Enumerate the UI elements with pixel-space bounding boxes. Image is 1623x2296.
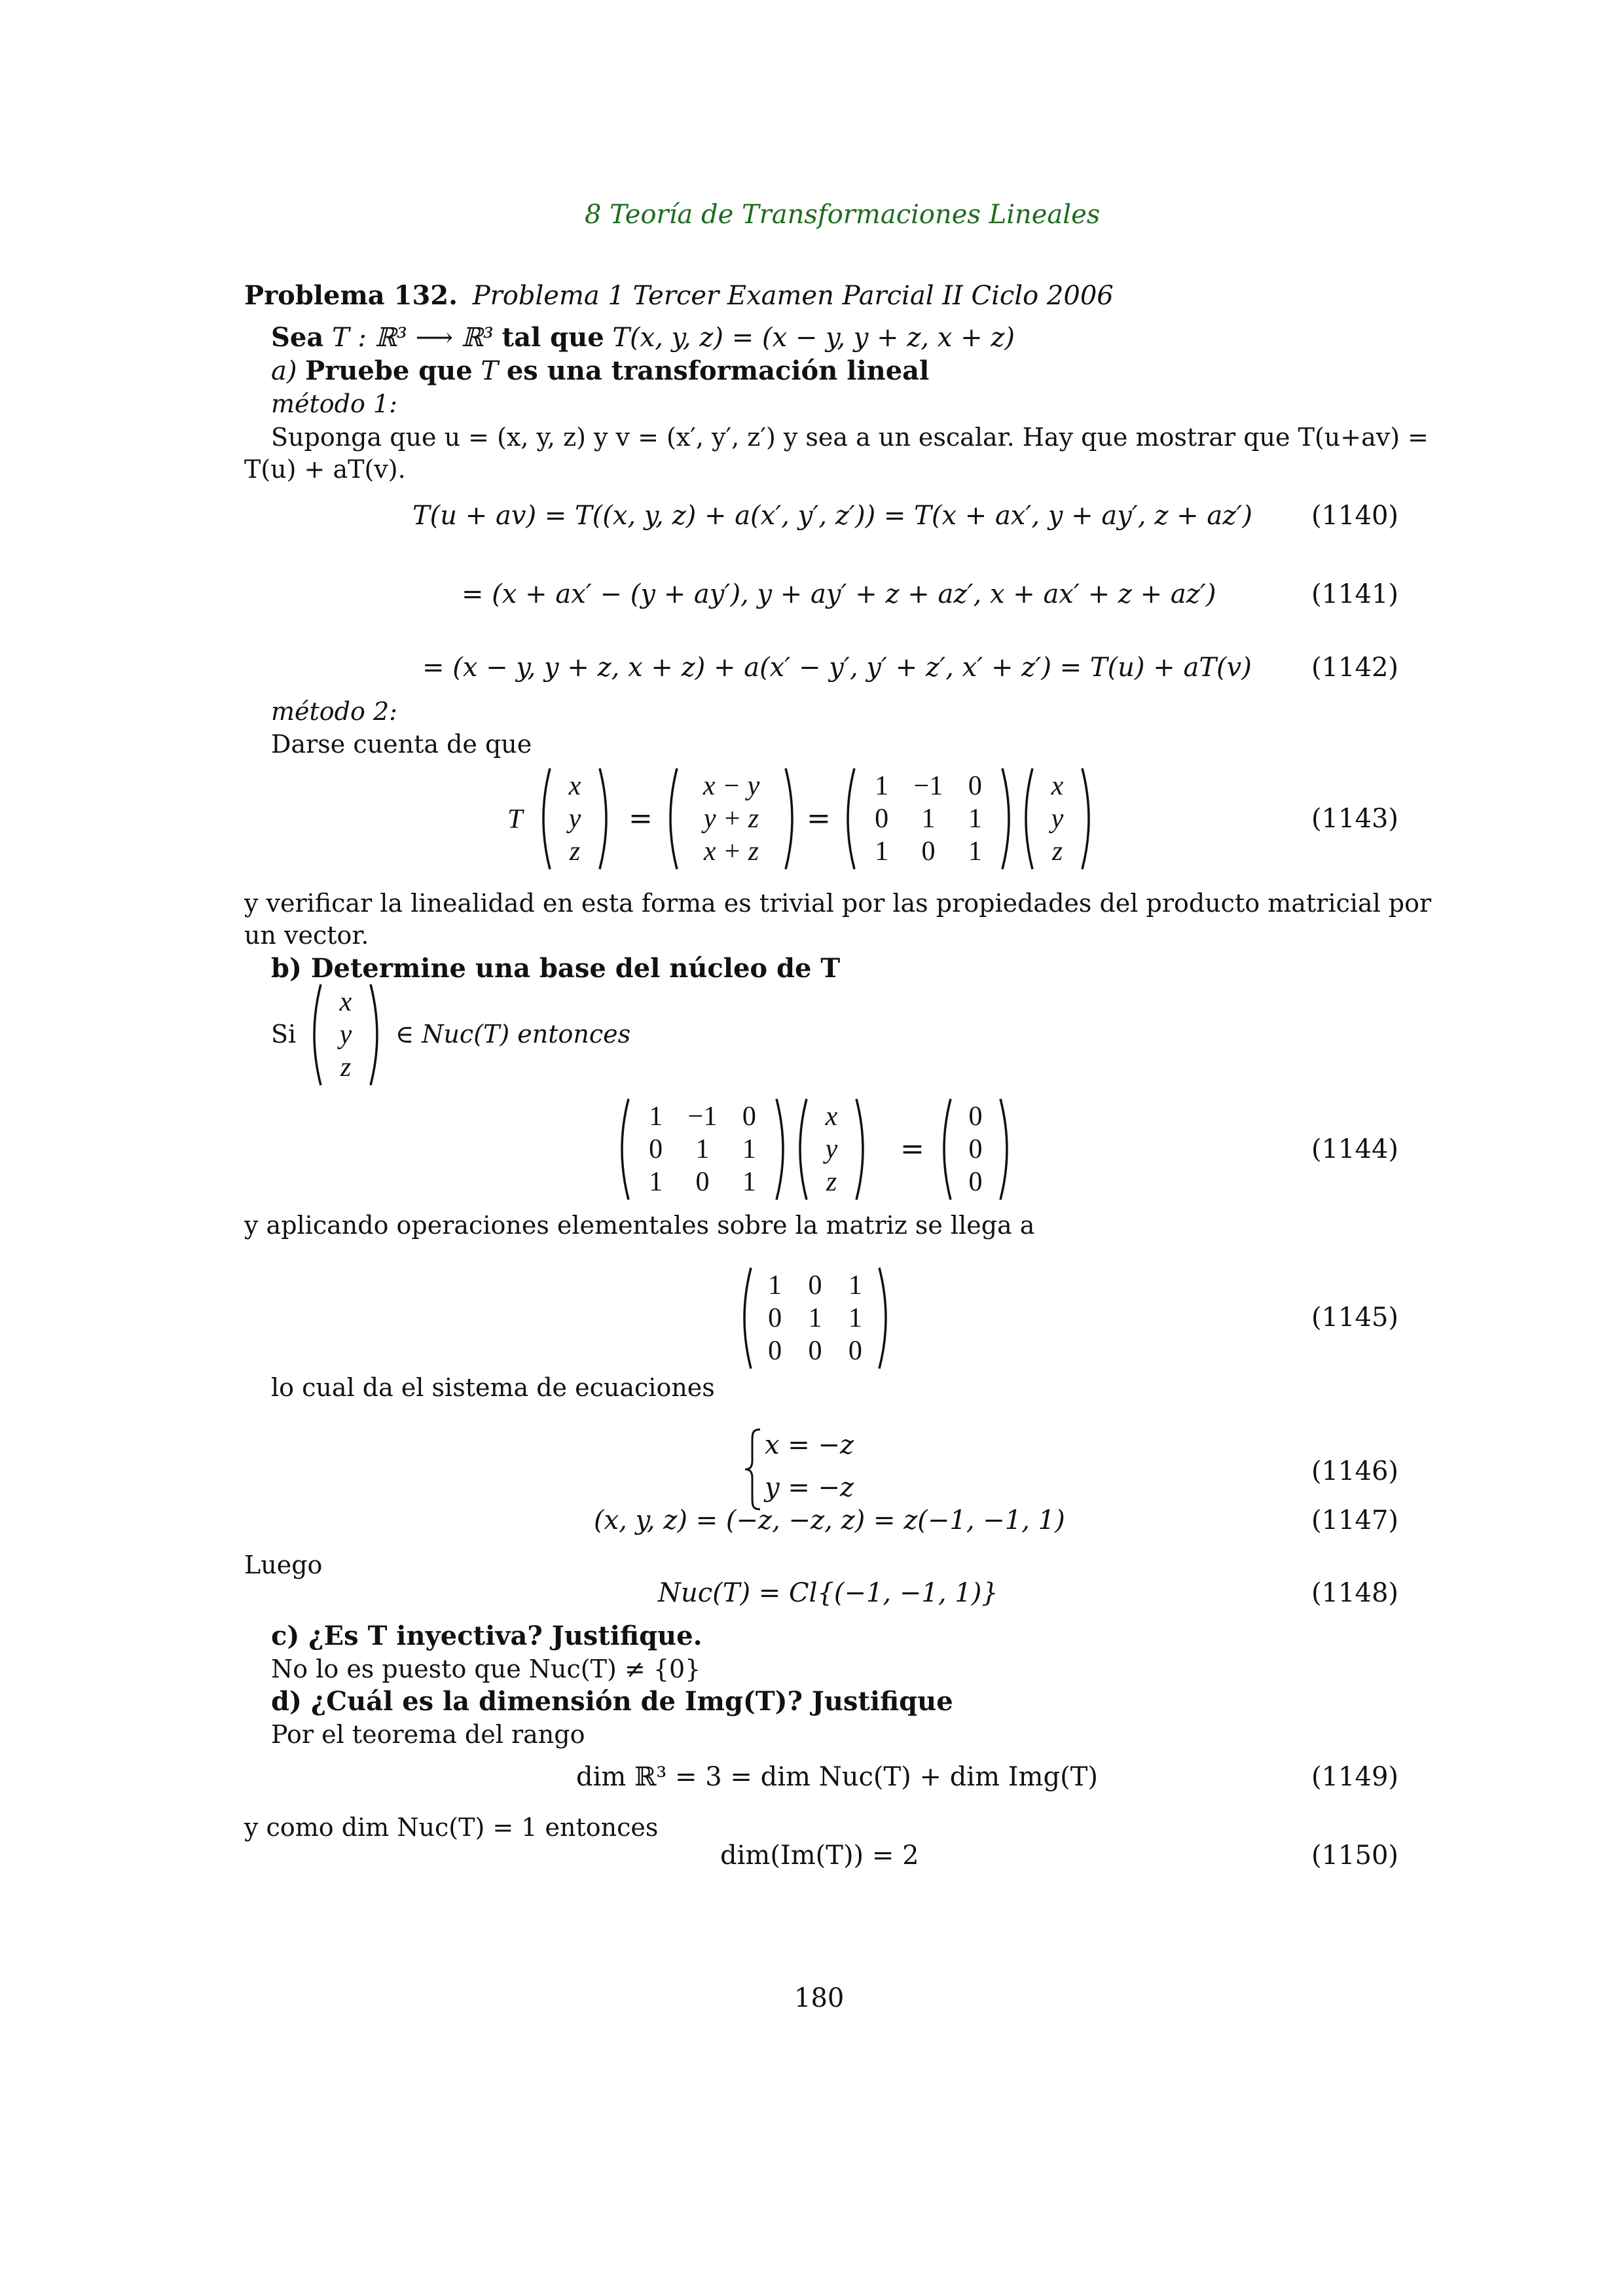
method-1-label: método 1: — [271, 389, 397, 418]
system-eq-2: y = −z — [765, 1473, 854, 1503]
part-a-rest: es una transformación lineal — [506, 355, 930, 386]
eq-number-1145: (1145) — [1311, 1302, 1399, 1333]
in-nuc-text — [395, 1018, 630, 1050]
running-header — [585, 200, 1100, 230]
part-a-title — [271, 355, 929, 387]
matrix-entry: z — [569, 836, 581, 867]
problem-statement — [271, 321, 1015, 354]
map-expression: T : ℝ³ ⟶ ℝ³ — [331, 323, 494, 353]
luego-text: Luego — [244, 1551, 323, 1579]
matrix-entry: 0 — [808, 1336, 822, 1366]
matrix-entry: 0 — [968, 771, 982, 801]
zero-vector-1144 — [936, 1096, 1015, 1202]
matrix-entry: 0 — [695, 1167, 710, 1197]
matrix-entry: 0 — [968, 1134, 983, 1164]
matrix-entry: z — [340, 1052, 352, 1083]
matrix-entry: 0 — [768, 1336, 782, 1366]
matrix-entry: 1 — [742, 1167, 756, 1197]
problem-title: Problema 132. — [244, 280, 458, 311]
chapter-title: Teoría de Transformaciones Lineales — [610, 200, 1101, 230]
system-brace — [743, 1427, 763, 1512]
eq-number-1148: (1148) — [1311, 1578, 1399, 1608]
eq-number-1144: (1144) — [1311, 1134, 1399, 1164]
vector-xyz-si — [306, 982, 385, 1088]
por-text: Por el teorema del rango — [271, 1720, 585, 1749]
matrix-entry: 1 — [768, 1270, 782, 1300]
in-nuc-expression: ∈ Nuc(T) entonces — [395, 1020, 631, 1049]
vector-xyz-1143 — [536, 766, 614, 872]
matrix-entry: 0 — [808, 1270, 822, 1300]
matrix-entry: y — [1051, 804, 1064, 834]
verify-line2: un vector. — [244, 921, 369, 950]
matrix-entry: 0 — [848, 1336, 862, 1366]
matrix-entry: x − y — [702, 771, 760, 801]
matrix-entry: 0 — [968, 1167, 983, 1197]
tal-que-word: tal que — [501, 322, 604, 353]
system-eq-1: x = −z — [765, 1430, 854, 1460]
matrix-entry: 1 — [808, 1303, 822, 1333]
part-c-title: c) ¿Es T inyectiva? Justifique. — [271, 1621, 702, 1651]
chapter-number: 8 — [585, 200, 602, 230]
matrix-entry: y + z — [703, 804, 759, 834]
lo-cual-text: lo cual da el sistema de ecuaciones — [271, 1373, 715, 1402]
matrix-entry: 1 — [742, 1134, 756, 1164]
matrix-entry: 1 — [968, 836, 982, 867]
matrix-entry: 0 — [649, 1134, 663, 1164]
equation-1147: (x, y, z) = (−z, −z, z) = z(−1, −1, 1) — [594, 1505, 1065, 1535]
matrix-entry: 0 — [742, 1102, 756, 1132]
eq-number-1141: (1141) — [1311, 579, 1399, 609]
aplicando-text: y aplicando operaciones elementales sobre la matriz se llega a — [244, 1211, 1035, 1240]
matrix-entry: 1 — [848, 1303, 862, 1333]
part-b-title: b) Determine una base del núcleo de T — [271, 953, 841, 984]
problem-heading — [244, 279, 1114, 312]
darse-text: Darse cuenta de que — [271, 730, 532, 759]
matrix-entry: 1 — [968, 804, 982, 834]
matrix-entry: −1 — [913, 771, 943, 801]
eq-number-1143: (1143) — [1311, 804, 1399, 834]
problem-subtitle: Problema 1 Tercer Examen Parcial II Ciclo 2006 — [472, 281, 1114, 311]
map-formula: T(x, y, z) = (x − y, y + z, x + z) — [612, 323, 1015, 353]
eq-number-1147: (1147) — [1311, 1505, 1399, 1535]
matrix-entry: 0 — [968, 1102, 983, 1132]
eq-number-1150: (1150) — [1311, 1840, 1399, 1871]
eq-number-1140: (1140) — [1311, 501, 1399, 531]
equation-1142: = (x − y, y + z, x + z) + a(x′ − y′, y′ + z′, x′ + z′) = T(u) + aT(v) — [422, 653, 1252, 683]
matrix-A-1144 — [614, 1096, 791, 1202]
matrix-entry: z — [826, 1167, 837, 1197]
eq-number-1149: (1149) — [1311, 1762, 1399, 1792]
method-1-intro-line1: Suponga que u = (x, y, z) y v = (x′, y′, z′) y sea a un escalar. Hay que mostrar que T(u+av) = — [271, 423, 1429, 452]
part-d-title: d) ¿Cuál es la dimensión de Img(T)? Justifique — [271, 1686, 953, 1717]
vector-image-1143 — [663, 766, 800, 872]
matrix-entry: 1 — [875, 836, 889, 867]
matrix-R-1145 — [737, 1265, 894, 1371]
matrix-entry: 1 — [649, 1102, 663, 1132]
matrix-A-1143 — [840, 766, 1017, 872]
equation-1140: T(u + av) = T((x, y, z) + a(x′, y′, z′)) = T(x + ax′, y + ay′, z + az′) — [412, 501, 1252, 531]
equation-1141: = (x + ax′ − (y + ay′), y + ay′ + z + az′, x + ax′ + z + az′) — [462, 579, 1216, 609]
matrix-entry: 1 — [695, 1134, 710, 1164]
equals-1144: = — [900, 1132, 924, 1166]
matrix-entry: 0 — [768, 1303, 782, 1333]
part-a-label: a) — [271, 356, 297, 386]
y-como-text: y como dim Nuc(T) = 1 entonces — [244, 1813, 659, 1842]
T-symbol-1143: T — [507, 804, 523, 834]
matrix-entry: 1 — [848, 1270, 862, 1300]
matrix-entry: 1 — [921, 804, 936, 834]
matrix-entry: x — [568, 771, 581, 801]
matrix-entry: 0 — [921, 836, 936, 867]
matrix-entry: x — [339, 987, 352, 1017]
equation-1148: Nuc(T) = Cl{(−1, −1, 1)} — [658, 1578, 998, 1608]
vector-xyz-1143b — [1018, 766, 1097, 872]
equals-1143a: = — [629, 802, 653, 835]
page-number: 180 — [794, 1983, 845, 2013]
vector-xyz-1144 — [792, 1096, 871, 1202]
matrix-entry: y — [825, 1134, 838, 1164]
equation-1149: dim ℝ³ = 3 = dim Nuc(T) + dim Img(T) — [576, 1762, 1098, 1792]
part-a-T: T — [481, 356, 499, 386]
matrix-entry: 1 — [649, 1167, 663, 1197]
matrix-entry: 1 — [875, 771, 889, 801]
matrix-entry: x — [825, 1102, 838, 1132]
matrix-entry: −1 — [687, 1102, 718, 1132]
matrix-entry: x + z — [703, 836, 759, 867]
equals-1143b: = — [807, 802, 831, 835]
method-2-label: método 2: — [271, 697, 397, 726]
part-c-answer: No lo es puesto que Nuc(T) ≠ {0} — [271, 1655, 701, 1683]
equation-1150: dim(Im(T)) = 2 — [720, 1840, 919, 1871]
eq-number-1142: (1142) — [1311, 653, 1399, 683]
sea-word: Sea — [271, 322, 324, 353]
method-1-intro-line2: T(u) + aT(v). — [244, 455, 406, 484]
matrix-entry: 0 — [875, 804, 889, 834]
si-word: Si — [271, 1020, 297, 1049]
part-a-text: Pruebe que — [305, 355, 473, 386]
matrix-entry: y — [339, 1020, 352, 1050]
matrix-entry: z — [1051, 836, 1063, 867]
verify-line1: y verificar la linealidad en esta forma es trivial por las propiedades del producto matricial por — [244, 889, 1432, 918]
matrix-entry: x — [1051, 771, 1064, 801]
matrix-entry: y — [568, 804, 581, 834]
eq-number-1146: (1146) — [1311, 1456, 1399, 1486]
